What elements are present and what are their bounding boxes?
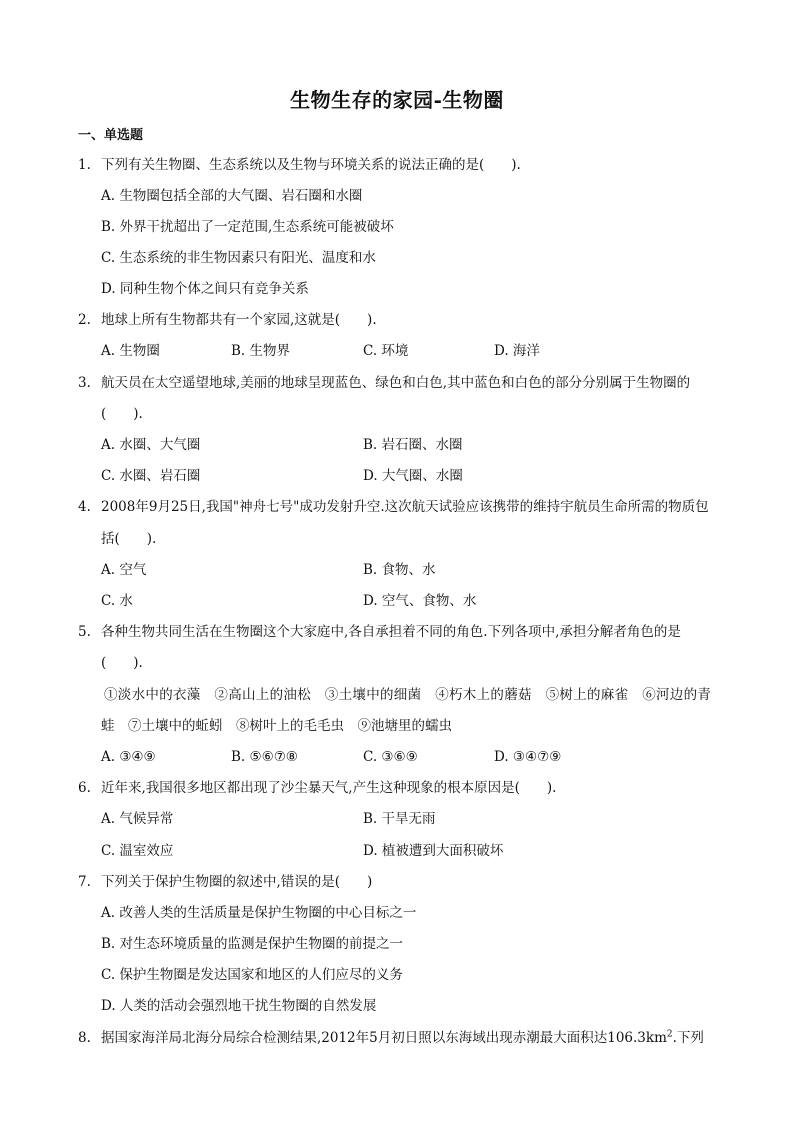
option-d: D. 海洋 bbox=[494, 343, 540, 359]
question-number: 1. bbox=[78, 157, 91, 173]
option-a: A. 生物圈包括全部的大气圈、岩石圈和水圈 bbox=[101, 188, 363, 204]
question-number: 4. bbox=[78, 499, 91, 515]
question-text-main: 据国家海洋局北海分局综合检测结果,2012年5月初日照以东海域出现赤潮最大面积达106.3km bbox=[101, 1030, 667, 1046]
organism-list: ①淡水中的衣藻 ②高山上的油松 ③土壤中的细菌 ④朽木上的蘑菇 ⑤树上的麻雀 ⑥河边的青 bbox=[104, 687, 712, 703]
option-a: A. 空气 bbox=[101, 562, 147, 578]
question-text: 下列有关生物圈、生态系统以及生物与环境关系的说法正确的是( ). bbox=[101, 157, 521, 173]
question-7 bbox=[0, 871, 794, 893]
organism-list-cont: 蛙 ⑦土壤中的蚯蚓 ⑧树叶上的毛毛虫 ⑨池塘里的蠕虫 bbox=[101, 718, 452, 734]
option-d: D. 植被遭到大面积破坏 bbox=[363, 843, 504, 859]
option-b: B. ⑤⑥⑦⑧ bbox=[231, 749, 298, 765]
question-3 bbox=[0, 372, 794, 394]
option-a: A. 生物圈 bbox=[101, 343, 160, 359]
question-text-cont: 括( ). bbox=[101, 531, 157, 547]
option-d: D. 人类的活动会强烈地干扰生物圈的自然发展 bbox=[101, 998, 377, 1014]
question-5 bbox=[0, 621, 794, 643]
question-text-cont: ( ). bbox=[101, 655, 143, 671]
question-number: 7. bbox=[78, 874, 91, 890]
option-c: C. 水 bbox=[101, 593, 133, 609]
option-b: B. 食物、水 bbox=[363, 562, 436, 578]
option-b: B. 干旱无雨 bbox=[363, 811, 436, 827]
option-b: B. 对生态环境质量的监测是保护生物圈的前提之一 bbox=[101, 936, 404, 952]
option-a: A. ③④⑨ bbox=[101, 749, 156, 765]
question-2 bbox=[0, 309, 794, 331]
question-text bbox=[101, 1027, 704, 1049]
question-number: 8. bbox=[78, 1030, 91, 1046]
question-6 bbox=[0, 777, 794, 799]
question-8 bbox=[0, 1027, 794, 1049]
question-text-tail: .下列 bbox=[672, 1030, 704, 1046]
option-a: A. 水圈、大气圈 bbox=[101, 437, 201, 453]
page-title: 生物生存的家园-生物圈 bbox=[290, 88, 504, 112]
option-b: B. 岩石圈、水圈 bbox=[363, 437, 463, 453]
option-c: C. 温室效应 bbox=[101, 843, 174, 859]
option-d: D. 空气、食物、水 bbox=[363, 593, 477, 609]
question-text-cont: ( ). bbox=[101, 406, 143, 422]
question-text: 地球上所有生物都共有一个家园,这就是( ). bbox=[101, 312, 377, 328]
option-c: C. 环境 bbox=[363, 343, 409, 359]
question-number: 5. bbox=[78, 624, 91, 640]
question-text: 近年来,我国很多地区都出现了沙尘暴天气,产生这种现象的根本原因是( ). bbox=[101, 780, 557, 796]
option-a: A. 改善人类的生活质量是保护生物圈的中心目标之一 bbox=[101, 905, 417, 921]
question-text: 下列关于保护生物圈的叙述中,错误的是( ) bbox=[101, 874, 373, 890]
option-c: C. 保护生物圈是发达国家和地区的人们应尽的义务 bbox=[101, 967, 403, 983]
option-c: C. 水圈、岩石圈 bbox=[101, 468, 201, 484]
option-a: A. 气候异常 bbox=[101, 811, 174, 827]
option-d: D. 同种生物个体之间只有竞争关系 bbox=[101, 281, 309, 297]
option-d: D. ③④⑦⑨ bbox=[494, 749, 562, 765]
question-4 bbox=[0, 496, 794, 518]
option-b: B. 外界干扰超出了一定范围,生态系统可能被破坏 bbox=[101, 219, 394, 235]
question-number: 2. bbox=[78, 312, 91, 328]
superscript-exponent: 2 bbox=[666, 1029, 673, 1040]
question-1 bbox=[0, 154, 794, 176]
question-text: 2008年9月25日,我国"神舟七号"成功发射升空.这次航天试验应该携带的维持宇航员生命所需的物质包 bbox=[101, 499, 709, 515]
question-text: 各种生物共同生活在生物圈这个大家庭中,各自承担着不同的角色.下列各项中,承担分解者角色的是 bbox=[101, 624, 681, 640]
option-b: B. 生物界 bbox=[231, 343, 291, 359]
option-d: D. 大气圈、水圈 bbox=[363, 468, 463, 484]
section-heading: 一、单选题 bbox=[78, 128, 144, 143]
option-c: C. 生态系统的非生物因素只有阳光、温度和水 bbox=[101, 250, 376, 266]
question-text: 航天员在太空遥望地球,美丽的地球呈现蓝色、绿色和白色,其中蓝色和白色的部分分别属于生物圈的 bbox=[101, 375, 691, 391]
question-number: 3. bbox=[78, 375, 91, 391]
question-number: 6. bbox=[78, 780, 91, 796]
option-c: C. ③⑥⑨ bbox=[363, 749, 418, 765]
